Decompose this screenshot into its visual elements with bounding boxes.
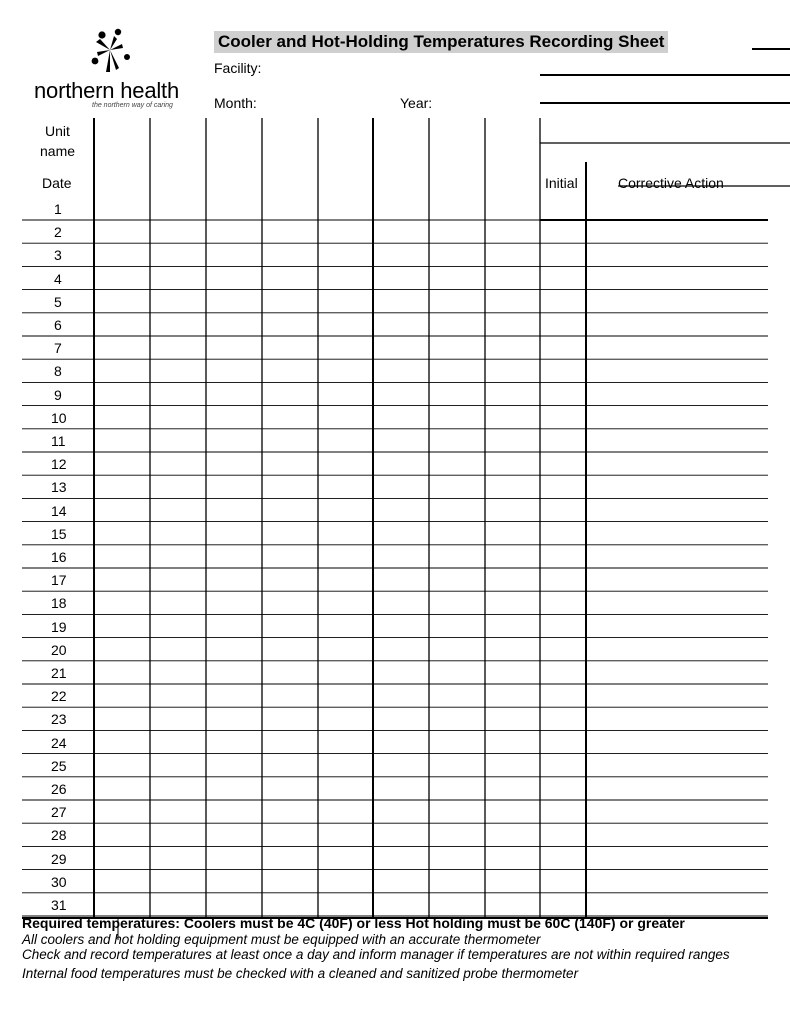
date-row-label: 15 (51, 525, 67, 542)
date-row-label: 25 (51, 757, 67, 774)
date-row-label: 12 (51, 456, 67, 473)
date-row-label: 30 (51, 873, 67, 890)
facility-label: Facility: (214, 60, 262, 76)
unit-name-label-line-2: name (40, 143, 76, 159)
date-row-label: 4 (54, 270, 62, 287)
date-row-label: 3 (54, 247, 62, 264)
date-row-label: 9 (54, 386, 62, 403)
probe-thermometer-note: Internal food temperatures must be checked with a cleaned and sanitized probe thermometer (22, 965, 579, 981)
date-row-label: 5 (54, 293, 62, 310)
year-label: Year: (400, 95, 433, 111)
date-row-label: 17 (51, 572, 67, 589)
date-row-label: 16 (51, 549, 67, 565)
date-row-label: 2 (54, 224, 62, 241)
date-row-label: 27 (51, 804, 67, 821)
logo-tagline: the northern way of caring (92, 102, 173, 109)
page-title: Cooler and Hot-Holding Temperatures Recording Sheet (214, 31, 668, 53)
date-row-label: 24 (51, 734, 67, 751)
required-temperatures-note: Required temperatures: Coolers must be 4C (40F) or less Hot holding must be 60C (140F) or greater (22, 915, 685, 931)
date-row-label: 20 (51, 641, 67, 658)
date-row-label: 8 (54, 363, 62, 380)
date-row-label: 22 (51, 688, 67, 705)
date-row-label: 18 (51, 595, 67, 612)
date-row-label: 1 (54, 201, 62, 217)
month-label: Month: (214, 95, 257, 111)
date-row-label: 13 (51, 479, 67, 496)
date-row-label: 11 (51, 433, 66, 449)
date-row-label: 31 (51, 897, 67, 913)
date-row-label: 26 (51, 781, 67, 797)
date-row-label: 29 (51, 850, 67, 867)
date-row-label: 23 (51, 711, 67, 728)
date-row-label: 19 (51, 618, 67, 635)
initial-column-header: Initial (545, 175, 578, 191)
date-row-label: 7 (54, 340, 62, 357)
thermometer-requirement-note: All coolers and hot holding equipment must be equipped with an accurate thermometer (22, 931, 541, 947)
date-row-label: 28 (51, 827, 67, 844)
date-label: Date (42, 175, 72, 191)
date-row-label: 14 (51, 502, 67, 519)
logo-wordmark: northern health (34, 78, 179, 103)
corrective-action-column-header: Corrective Action (618, 175, 724, 191)
date-row-label: 21 (51, 665, 67, 681)
date-row-label: 6 (54, 317, 62, 333)
unit-name-label-line-1: Unit (45, 123, 70, 139)
instructions-block (22, 916, 782, 981)
date-row-label: 10 (51, 409, 67, 426)
daily-check-note: Check and record temperatures at least once a day and inform manager if temperatures are not within required ranges (22, 947, 730, 962)
